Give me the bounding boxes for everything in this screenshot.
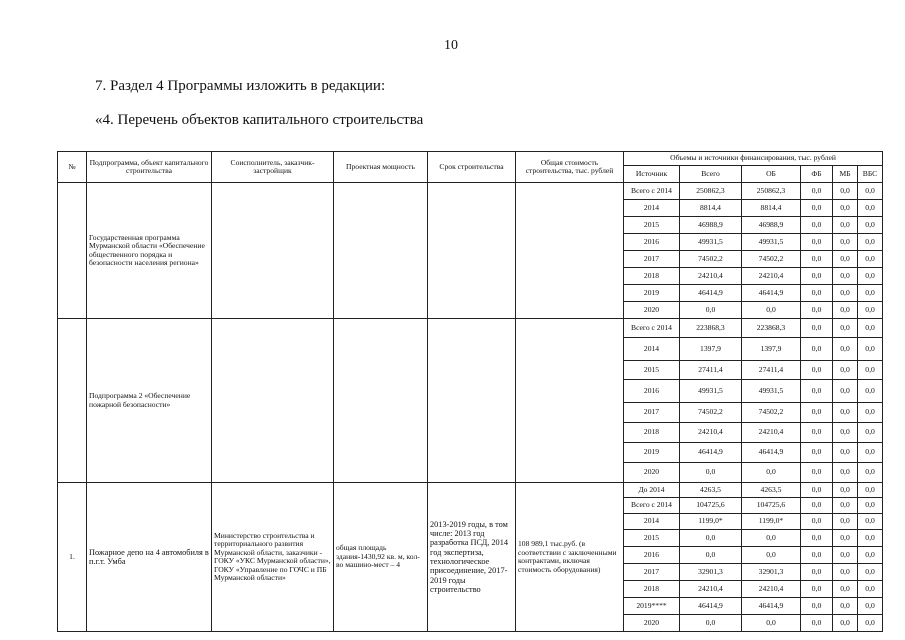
total-cell: 24210,4 — [680, 581, 742, 598]
source-cell: 2020 — [624, 615, 680, 632]
header-num: № — [58, 152, 87, 183]
mb-cell: 0,0 — [833, 547, 858, 564]
vbs-cell: 0,0 — [858, 547, 883, 564]
header-subprogram: Подпрограмма, объект капитального строительства — [87, 152, 212, 183]
ob-cell: 0,0 — [742, 530, 801, 547]
ob-cell: 0,0 — [742, 547, 801, 564]
construction-term-cell — [428, 319, 516, 483]
vbs-cell: 0,0 — [858, 581, 883, 598]
fb-cell: 0,0 — [801, 234, 833, 251]
total-cell: 46414,9 — [680, 443, 742, 463]
section-heading: 7. Раздел 4 Программы изложить в редакции: — [95, 78, 386, 94]
mb-cell: 0,0 — [833, 564, 858, 581]
source-cell: 2014 — [624, 514, 680, 530]
source-cell: Всего с 2014 — [624, 183, 680, 200]
mb-cell: 0,0 — [833, 217, 858, 234]
fb-cell: 0,0 — [801, 547, 833, 564]
vbs-cell: 0,0 — [858, 443, 883, 463]
source-cell: 2018 — [624, 268, 680, 285]
ob-cell: 223868,3 — [742, 319, 801, 338]
fb-cell: 0,0 — [801, 361, 833, 380]
vbs-cell: 0,0 — [858, 530, 883, 547]
header-capacity: Проектная мощность — [334, 152, 428, 183]
fb-cell: 0,0 — [801, 443, 833, 463]
ob-cell: 46414,9 — [742, 443, 801, 463]
total-cell: 223868,3 — [680, 319, 742, 338]
mb-cell: 0,0 — [833, 338, 858, 361]
fb-cell: 0,0 — [801, 423, 833, 443]
total-cell: 49931,5 — [680, 380, 742, 403]
ob-cell: 74502,2 — [742, 251, 801, 268]
coexecutor-cell — [212, 319, 334, 483]
mb-cell: 0,0 — [833, 319, 858, 338]
row-number-cell — [58, 183, 87, 319]
mb-cell: 0,0 — [833, 285, 858, 302]
source-cell: Всего с 2014 — [624, 319, 680, 338]
vbs-cell: 0,0 — [858, 234, 883, 251]
source-cell: 2015 — [624, 530, 680, 547]
ob-cell: 250862,3 — [742, 183, 801, 200]
source-cell: До 2014 — [624, 483, 680, 498]
vbs-cell: 0,0 — [858, 403, 883, 423]
fb-cell: 0,0 — [801, 302, 833, 319]
fb-cell: 0,0 — [801, 564, 833, 581]
fb-cell: 0,0 — [801, 285, 833, 302]
total-cell: 1199,0* — [680, 514, 742, 530]
source-cell: 2019 — [624, 443, 680, 463]
source-cell: 2016 — [624, 234, 680, 251]
total-cell: 1397,9 — [680, 338, 742, 361]
table-body — [58, 183, 883, 632]
ob-cell: 24210,4 — [742, 268, 801, 285]
mb-cell: 0,0 — [833, 302, 858, 319]
vbs-cell: 0,0 — [858, 183, 883, 200]
ob-cell: 104725,6 — [742, 498, 801, 514]
ob-cell: 4263,5 — [742, 483, 801, 498]
capital-construction-table — [57, 151, 883, 632]
ob-cell: 0,0 — [742, 302, 801, 319]
construction-term-cell — [428, 183, 516, 319]
vbs-cell: 0,0 — [858, 483, 883, 498]
source-cell: Всего с 2014 — [624, 498, 680, 514]
vbs-cell: 0,0 — [858, 251, 883, 268]
fb-cell: 0,0 — [801, 463, 833, 483]
total-cell: 27411,4 — [680, 361, 742, 380]
vbs-cell: 0,0 — [858, 319, 883, 338]
fb-cell: 0,0 — [801, 319, 833, 338]
source-cell: 2017 — [624, 564, 680, 581]
mb-cell: 0,0 — [833, 443, 858, 463]
construction-term-cell: 2013-2019 годы, в том числе: 2013 год разработка ПСД, 2014 год экспертиза, технологическое присоединение, 2017-2019 годы строительство — [428, 483, 516, 632]
ob-cell: 46988,9 — [742, 217, 801, 234]
source-cell: 2015 — [624, 361, 680, 380]
ob-cell: 49931,5 — [742, 380, 801, 403]
vbs-cell: 0,0 — [858, 217, 883, 234]
vbs-cell: 0,0 — [858, 598, 883, 615]
total-cell: 24210,4 — [680, 268, 742, 285]
fb-cell: 0,0 — [801, 183, 833, 200]
mb-cell: 0,0 — [833, 483, 858, 498]
header-mb: МБ — [833, 166, 858, 183]
source-cell: 2015 — [624, 217, 680, 234]
header-source: Источник — [624, 166, 680, 183]
mb-cell: 0,0 — [833, 200, 858, 217]
vbs-cell: 0,0 — [858, 338, 883, 361]
total-cost-cell — [516, 183, 624, 319]
mb-cell: 0,0 — [833, 361, 858, 380]
source-cell: 2020 — [624, 302, 680, 319]
total-cost-cell: 108 989,1 тыс.руб. (в соответствии с заключенными контрактами, включая стоимость оборудования) — [516, 483, 624, 632]
fb-cell: 0,0 — [801, 598, 833, 615]
subprogram-name-cell: Подпрограмма 2 «Обеспечение пожарной безопасности» — [87, 319, 212, 483]
total-cell: 46988,9 — [680, 217, 742, 234]
row-number-cell: 1. — [58, 483, 87, 632]
source-cell: 2014 — [624, 200, 680, 217]
fb-cell: 0,0 — [801, 217, 833, 234]
table-row — [58, 483, 883, 498]
vbs-cell: 0,0 — [858, 564, 883, 581]
ob-cell: 24210,4 — [742, 581, 801, 598]
fb-cell: 0,0 — [801, 403, 833, 423]
total-cell: 46414,9 — [680, 285, 742, 302]
capacity-cell — [334, 183, 428, 319]
source-cell: 2018 — [624, 423, 680, 443]
source-cell: 2020 — [624, 463, 680, 483]
fb-cell: 0,0 — [801, 338, 833, 361]
coexecutor-cell — [212, 183, 334, 319]
total-cell: 250862,3 — [680, 183, 742, 200]
vbs-cell: 0,0 — [858, 498, 883, 514]
mb-cell: 0,0 — [833, 234, 858, 251]
ob-cell: 32901,3 — [742, 564, 801, 581]
coexecutor-cell: Министерство строительства и территориального развития Мурманской области, заказчики - ГОКУ «УКС Мурманской области», ГОКУ «Управление по ГОЧС и ПБ Мурманской области» — [212, 483, 334, 632]
total-cell: 8814,4 — [680, 200, 742, 217]
total-cell: 0,0 — [680, 615, 742, 632]
ob-cell: 8814,4 — [742, 200, 801, 217]
ob-cell: 46414,9 — [742, 598, 801, 615]
mb-cell: 0,0 — [833, 463, 858, 483]
fb-cell: 0,0 — [801, 251, 833, 268]
ob-cell: 0,0 — [742, 615, 801, 632]
total-cell: 0,0 — [680, 530, 742, 547]
capacity-cell: общая площадь здания-1430,92 кв. м, кол-во машино-мест – 4 — [334, 483, 428, 632]
mb-cell: 0,0 — [833, 615, 858, 632]
mb-cell: 0,0 — [833, 598, 858, 615]
fb-cell: 0,0 — [801, 498, 833, 514]
total-cell: 46414,9 — [680, 598, 742, 615]
fb-cell: 0,0 — [801, 615, 833, 632]
vbs-cell: 0,0 — [858, 268, 883, 285]
total-cell: 104725,6 — [680, 498, 742, 514]
header-ob: ОБ — [742, 166, 801, 183]
source-cell: 2017 — [624, 403, 680, 423]
vbs-cell: 0,0 — [858, 200, 883, 217]
source-cell: 2018 — [624, 581, 680, 598]
vbs-cell: 0,0 — [858, 285, 883, 302]
header-vbs: ВБС — [858, 166, 883, 183]
ob-cell: 49931,5 — [742, 234, 801, 251]
header-funding: Объемы и источники финансирования, тыс. рублей — [624, 152, 883, 166]
vbs-cell: 0,0 — [858, 514, 883, 530]
fb-cell: 0,0 — [801, 200, 833, 217]
capacity-cell — [334, 319, 428, 483]
total-cell: 74502,2 — [680, 403, 742, 423]
total-cell: 0,0 — [680, 302, 742, 319]
source-cell: 2019**** — [624, 598, 680, 615]
ob-cell: 27411,4 — [742, 361, 801, 380]
ob-cell: 1397,9 — [742, 338, 801, 361]
header-term: Срок строительства — [428, 152, 516, 183]
mb-cell: 0,0 — [833, 514, 858, 530]
mb-cell: 0,0 — [833, 268, 858, 285]
source-cell: 2016 — [624, 380, 680, 403]
ob-cell: 1199,0* — [742, 514, 801, 530]
ob-cell: 46414,9 — [742, 285, 801, 302]
total-cell: 0,0 — [680, 547, 742, 564]
mb-cell: 0,0 — [833, 183, 858, 200]
mb-cell: 0,0 — [833, 423, 858, 443]
fb-cell: 0,0 — [801, 483, 833, 498]
fb-cell: 0,0 — [801, 268, 833, 285]
table-title: «4. Перечень объектов капитального строительства — [95, 112, 424, 128]
source-cell: 2017 — [624, 251, 680, 268]
row-number-cell — [58, 319, 87, 483]
table-row — [58, 319, 883, 338]
total-cell: 74502,2 — [680, 251, 742, 268]
source-cell: 2016 — [624, 547, 680, 564]
source-cell: 2019 — [624, 285, 680, 302]
fb-cell: 0,0 — [801, 514, 833, 530]
vbs-cell: 0,0 — [858, 361, 883, 380]
total-cost-cell — [516, 319, 624, 483]
fb-cell: 0,0 — [801, 380, 833, 403]
vbs-cell: 0,0 — [858, 302, 883, 319]
mb-cell: 0,0 — [833, 498, 858, 514]
subprogram-name-cell: Государственная программа Мурманской области «Обеспечение общественного порядка и безопасности населения региона» — [87, 183, 212, 319]
ob-cell: 24210,4 — [742, 423, 801, 443]
header-coexecutor: Соисполнитель, заказчик-застройщик — [212, 152, 334, 183]
mb-cell: 0,0 — [833, 530, 858, 547]
mb-cell: 0,0 — [833, 581, 858, 598]
vbs-cell: 0,0 — [858, 463, 883, 483]
total-cell: 0,0 — [680, 463, 742, 483]
total-cell: 32901,3 — [680, 564, 742, 581]
total-cell: 24210,4 — [680, 423, 742, 443]
header-fb: ФБ — [801, 166, 833, 183]
mb-cell: 0,0 — [833, 251, 858, 268]
fb-cell: 0,0 — [801, 530, 833, 547]
total-cell: 49931,5 — [680, 234, 742, 251]
total-cell: 4263,5 — [680, 483, 742, 498]
mb-cell: 0,0 — [833, 403, 858, 423]
vbs-cell: 0,0 — [858, 615, 883, 632]
source-cell: 2014 — [624, 338, 680, 361]
table-row — [58, 183, 883, 200]
subprogram-name-cell: Пожарное депо на 4 автомобиля в п.г.т. Умба — [87, 483, 212, 632]
vbs-cell: 0,0 — [858, 380, 883, 403]
ob-cell: 74502,2 — [742, 403, 801, 423]
ob-cell: 0,0 — [742, 463, 801, 483]
fb-cell: 0,0 — [801, 581, 833, 598]
vbs-cell: 0,0 — [858, 423, 883, 443]
header-cost: Общая стоимость строительства, тыс. рублей — [516, 152, 624, 183]
header-total: Всего — [680, 166, 742, 183]
page-number: 10 — [444, 38, 458, 53]
mb-cell: 0,0 — [833, 380, 858, 403]
